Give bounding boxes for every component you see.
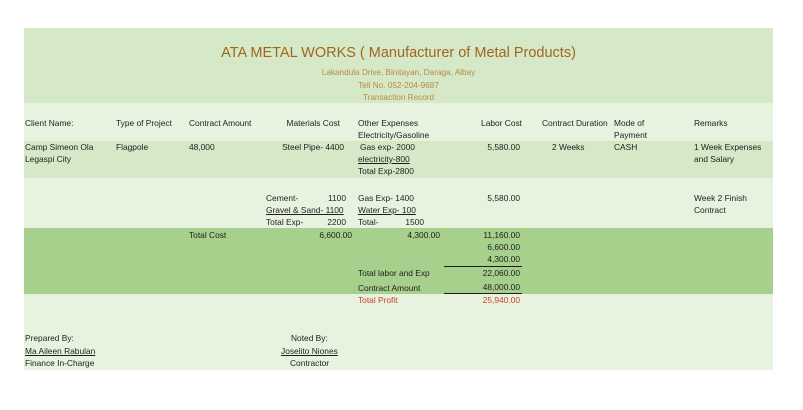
row1-client-line1: Camp Simeon Ola bbox=[25, 142, 94, 152]
noted-by-label: Noted By: bbox=[291, 333, 328, 343]
profit-divider bbox=[444, 293, 522, 294]
row1-labor-cost: 5,580.00 bbox=[487, 142, 520, 152]
row2-cement-value: 1100 bbox=[327, 193, 346, 203]
col-project-type: Type of Project bbox=[116, 118, 172, 128]
row2-remarks-line1: Week 2 Finish bbox=[694, 193, 747, 203]
company-title: ATA METAL WORKS ( Manufacturer of Metal Products) bbox=[221, 45, 576, 61]
row1-client-line2: Legaspi City bbox=[25, 154, 72, 164]
row1-contract-amount: 48,000 bbox=[189, 142, 215, 152]
record-subtitle: Transaction Record bbox=[362, 93, 435, 102]
prepared-by-name: Ma Aileen Rabulan bbox=[25, 346, 96, 356]
row2-total-exp-label: Total Exp- bbox=[266, 217, 304, 227]
row2-gravel-sand: Gravel & Sand- 1100 bbox=[266, 205, 344, 215]
total-other-expenses: 4,300.00 bbox=[407, 230, 440, 240]
total-profit-value: 25,940.00 bbox=[482, 295, 520, 305]
prepared-by-role: Finance In-Charge bbox=[25, 358, 95, 368]
contract-amount-label: Contract Amount bbox=[358, 283, 421, 293]
col-contract-duration: Contract Duration bbox=[542, 118, 608, 128]
sum-line-3: 4,300.00 bbox=[487, 254, 520, 264]
col-other-expenses: Other Expenses bbox=[358, 118, 419, 128]
col-materials-cost: Materials Cost bbox=[286, 118, 340, 128]
col-client-name: Client Name: bbox=[25, 118, 74, 128]
row2-labor-cost: 5,580.00 bbox=[487, 193, 520, 203]
prepared-by-label: Prepared By: bbox=[25, 333, 74, 343]
row1-duration: 2 Weeks bbox=[552, 142, 585, 152]
row2-total-value: 1500 bbox=[405, 217, 424, 227]
col-other-expenses-sub: Electricity/Gasoline bbox=[358, 130, 430, 140]
row1-remarks-line1: 1 Week Expenses bbox=[694, 142, 762, 152]
col-mode-of-payment: Mode of bbox=[614, 118, 645, 128]
row1-payment: CASH bbox=[614, 142, 638, 152]
company-phone: Tell No. 052-204-9687 bbox=[358, 81, 439, 90]
total-labor-exp-value: 22,060.00 bbox=[482, 268, 520, 278]
row1-project-type: Flagpole bbox=[116, 142, 149, 152]
sum-line-1: 11,160.00 bbox=[483, 230, 520, 240]
row2-remarks-line2: Contract bbox=[694, 205, 726, 215]
sum-line-2: 6,600.00 bbox=[487, 242, 520, 252]
row1-total-exp: Total Exp-2800 bbox=[358, 166, 414, 176]
total-labor-exp-label: Total labor and Exp bbox=[358, 268, 430, 278]
col-remarks: Remarks bbox=[694, 118, 728, 128]
total-materials-cost: 6,600.00 bbox=[319, 230, 352, 240]
total-cost-label: Total Cost bbox=[189, 230, 227, 240]
noted-by-name: Joselito Niones bbox=[281, 346, 338, 356]
total-profit-label: Total Profit bbox=[358, 295, 398, 305]
row1-remarks-line2: and Salary bbox=[694, 154, 735, 164]
company-address: Lakandula Drive, Binitayan, Daraga, Albay bbox=[321, 68, 476, 77]
sum-divider bbox=[444, 266, 522, 267]
row2-cement-label: Cement- bbox=[266, 193, 299, 203]
row2-water-exp: Water Exp- 100 bbox=[358, 205, 416, 215]
row2-total-exp-value: 2200 bbox=[327, 217, 346, 227]
contract-amount-value: 48,000.00 bbox=[482, 282, 520, 292]
col-mode-of-payment-sub: Payment bbox=[614, 130, 648, 140]
row1-electricity: electricity-800 bbox=[358, 154, 410, 164]
col-labor-cost: Labor Cost bbox=[481, 118, 522, 128]
row1-gas-exp: Gas exp- 2000 bbox=[360, 142, 415, 152]
noted-by-role: Contractor bbox=[290, 358, 330, 368]
row2-gas-exp: Gas Exp- 1400 bbox=[358, 193, 414, 203]
row2-total-label: Total- bbox=[358, 217, 379, 227]
row1-materials: Steel Pipe- 4400 bbox=[282, 142, 344, 152]
transaction-record-sheet bbox=[24, 28, 773, 370]
col-contract-amount: Contract Amount bbox=[189, 118, 252, 128]
summary-band bbox=[24, 294, 773, 370]
